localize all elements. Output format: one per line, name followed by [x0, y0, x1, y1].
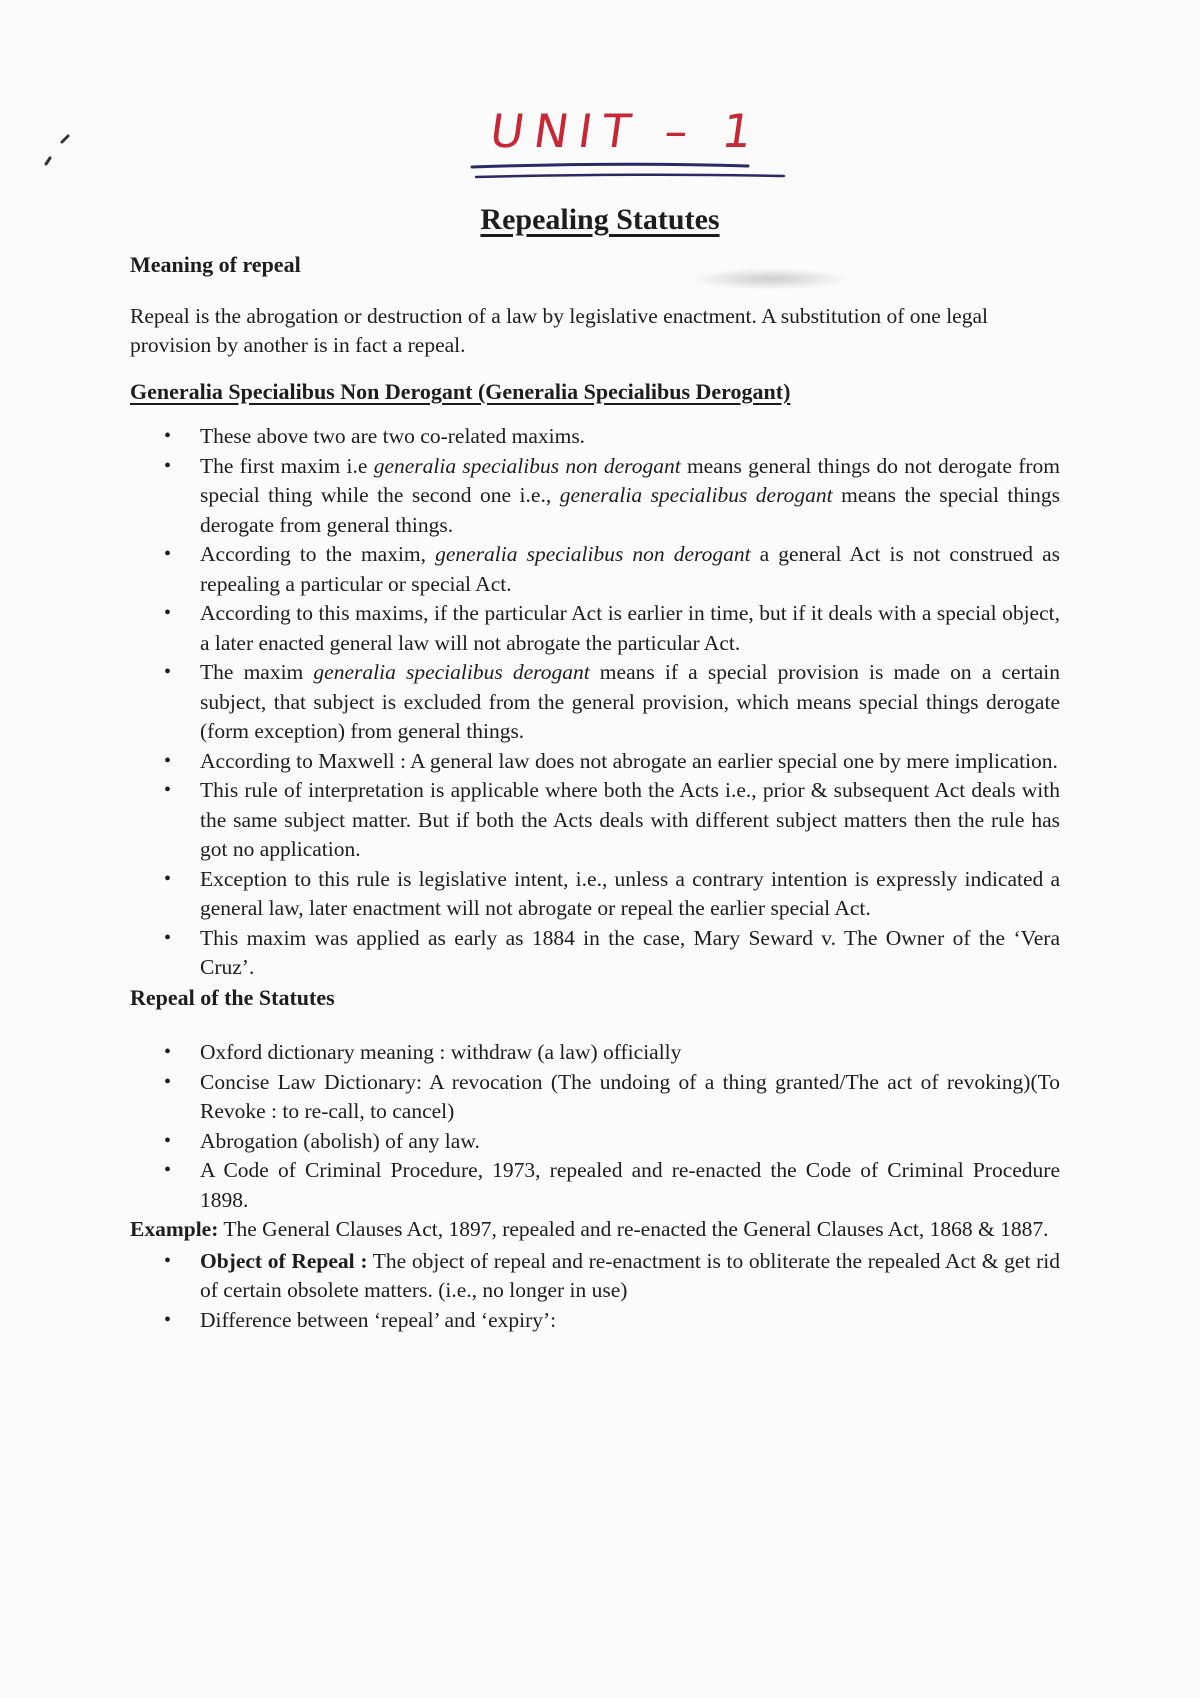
document-title: Repealing Statutes [480, 203, 720, 236]
list-item: • According to this maxims, if the particular Act is earlier in time, but if it deals with a special object, a later enacted general law will not abrogate the particular Act. [130, 599, 1060, 658]
list-item: • This rule of interpretation is applicable where both the Acts i.e., prior & subsequent Act deals with the same subject matter. But if both the Acts deals with different subject matters then the rule has got no application. [130, 776, 1060, 865]
handwritten-double-underline [470, 160, 790, 184]
list-item: • According to Maxwell : A general law does not abrogate an earlier special one by mere implication. [130, 747, 1060, 777]
repeal-list [130, 1038, 1060, 1215]
pen-mark-decoration [42, 128, 82, 168]
handwritten-unit-title: UNIT – 1 [486, 104, 766, 158]
list-item: • The first maxim i.e generalia specialibus non derogant means general things do not derogate from special thing while the second one i.e., generalia specialibus derogant means the special things derogate from general things. [130, 452, 1060, 541]
list-item: • Exception to this rule is legislative intent, i.e., unless a contrary intention is expressly indicated a general law, later enactment will not abrogate or repeal the earlier special Act. [130, 865, 1060, 924]
example-text: The General Clauses Act, 1897, repealed and re-enacted the General Clauses Act, 1868 & 1887. [218, 1217, 1049, 1241]
generalia-list [130, 422, 1060, 983]
document-body [130, 250, 1060, 1335]
generalia-heading: Generalia Specialibus Non Derogant (Generalia Specialibus Derogant) [130, 378, 791, 404]
meaning-heading: Meaning of repeal [130, 252, 301, 277]
example-label: Example: [130, 1217, 219, 1241]
list-item: • According to the maxim, generalia specialibus non derogant a general Act is not construed as repealing a particular or special Act. [130, 540, 1060, 599]
list-item: • These above two are two co-related maxims. [130, 422, 1060, 452]
list-item: • Abrogation (abolish) of any law. [130, 1127, 1060, 1157]
list-item: • Concise Law Dictionary: A revocation (The undoing of a thing granted/The act of revoking)(To Revoke : to re-call, to cancel) [130, 1068, 1060, 1127]
list-item: • The maxim generalia specialibus derogant means if a special provision is made on a certain subject, that subject is excluded from the general provision, which means special things derogate (form exception) from general things. [130, 658, 1060, 747]
repeal-heading: Repeal of the Statutes [130, 984, 335, 1010]
example-paragraph [130, 1215, 1060, 1245]
list-item: • Oxford dictionary meaning : withdraw (a law) officially [130, 1038, 1060, 1068]
meaning-paragraph: Repeal is the abrogation or destruction of a law by legislative enactment. A substitution of one legal provision by another is in fact a repeal. [130, 303, 988, 357]
list-item: • A Code of Criminal Procedure, 1973, repealed and re-enacted the Code of Criminal Procedure 1898. [130, 1156, 1060, 1215]
list-item: • Difference between ‘repeal’ and ‘expiry’: [130, 1306, 1060, 1336]
list-item: • This maxim was applied as early as 1884 in the case, Mary Seward v. The Owner of the ‘Vera Cruz’. [130, 924, 1060, 983]
final-list [130, 1247, 1060, 1336]
list-item: • Object of Repeal : The object of repeal and re-enactment is to obliterate the repealed Act & get rid of certain obsolete matters. (i.e., no longer in use) [130, 1247, 1060, 1306]
